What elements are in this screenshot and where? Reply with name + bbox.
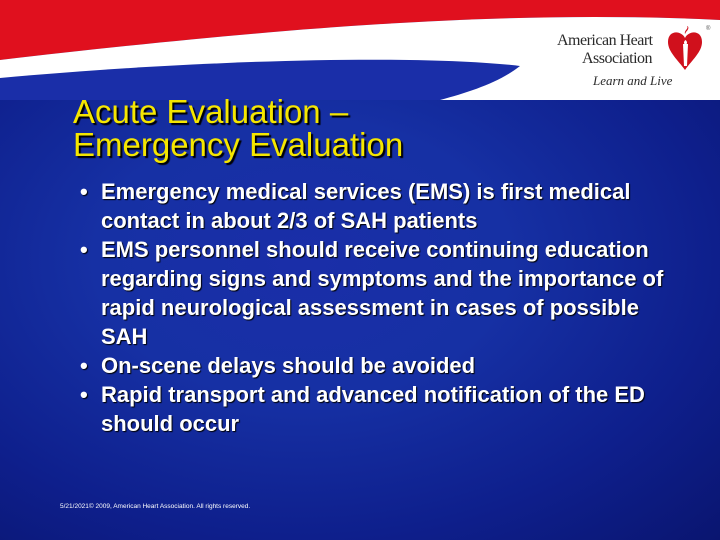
bullet-text: On-scene delays should be avoided <box>101 353 476 378</box>
bullet-symbol: • <box>80 353 88 378</box>
bullet-symbol: • <box>80 179 88 204</box>
bullet-item <box>74 380 664 438</box>
aha-logo <box>548 26 713 92</box>
bullet-list <box>74 177 664 438</box>
logo-tagline: Learn and Live <box>593 73 673 88</box>
slide-title <box>73 95 633 161</box>
logo-line1: American Heart <box>557 32 653 49</box>
registered-mark: ® <box>706 26 711 32</box>
logo-line2: Association <box>582 50 653 67</box>
bullet-text: Rapid transport and advanced notification of the ED should occur <box>101 382 645 436</box>
bullet-item <box>74 351 664 380</box>
bullet-item <box>74 177 664 235</box>
bullet-text: EMS personnel should receive continuing education regarding signs and symptoms and the importance of rapid neurological assessment in cases of possible SAH <box>101 237 664 349</box>
bullet-symbol: • <box>80 237 88 262</box>
bullet-symbol: • <box>80 382 88 407</box>
bullet-item <box>74 235 664 351</box>
heart-torch-icon <box>664 26 706 78</box>
bullet-text: Emergency medical services (EMS) is first medical contact in about 2/3 of SAH patients <box>101 179 631 233</box>
title-line2: Emergency Evaluation <box>73 126 404 163</box>
copyright-footer: 5/21/2021© 2009, American Heart Association. All rights reserved. <box>60 503 251 510</box>
title-line1: Acute Evaluation – <box>73 93 349 130</box>
